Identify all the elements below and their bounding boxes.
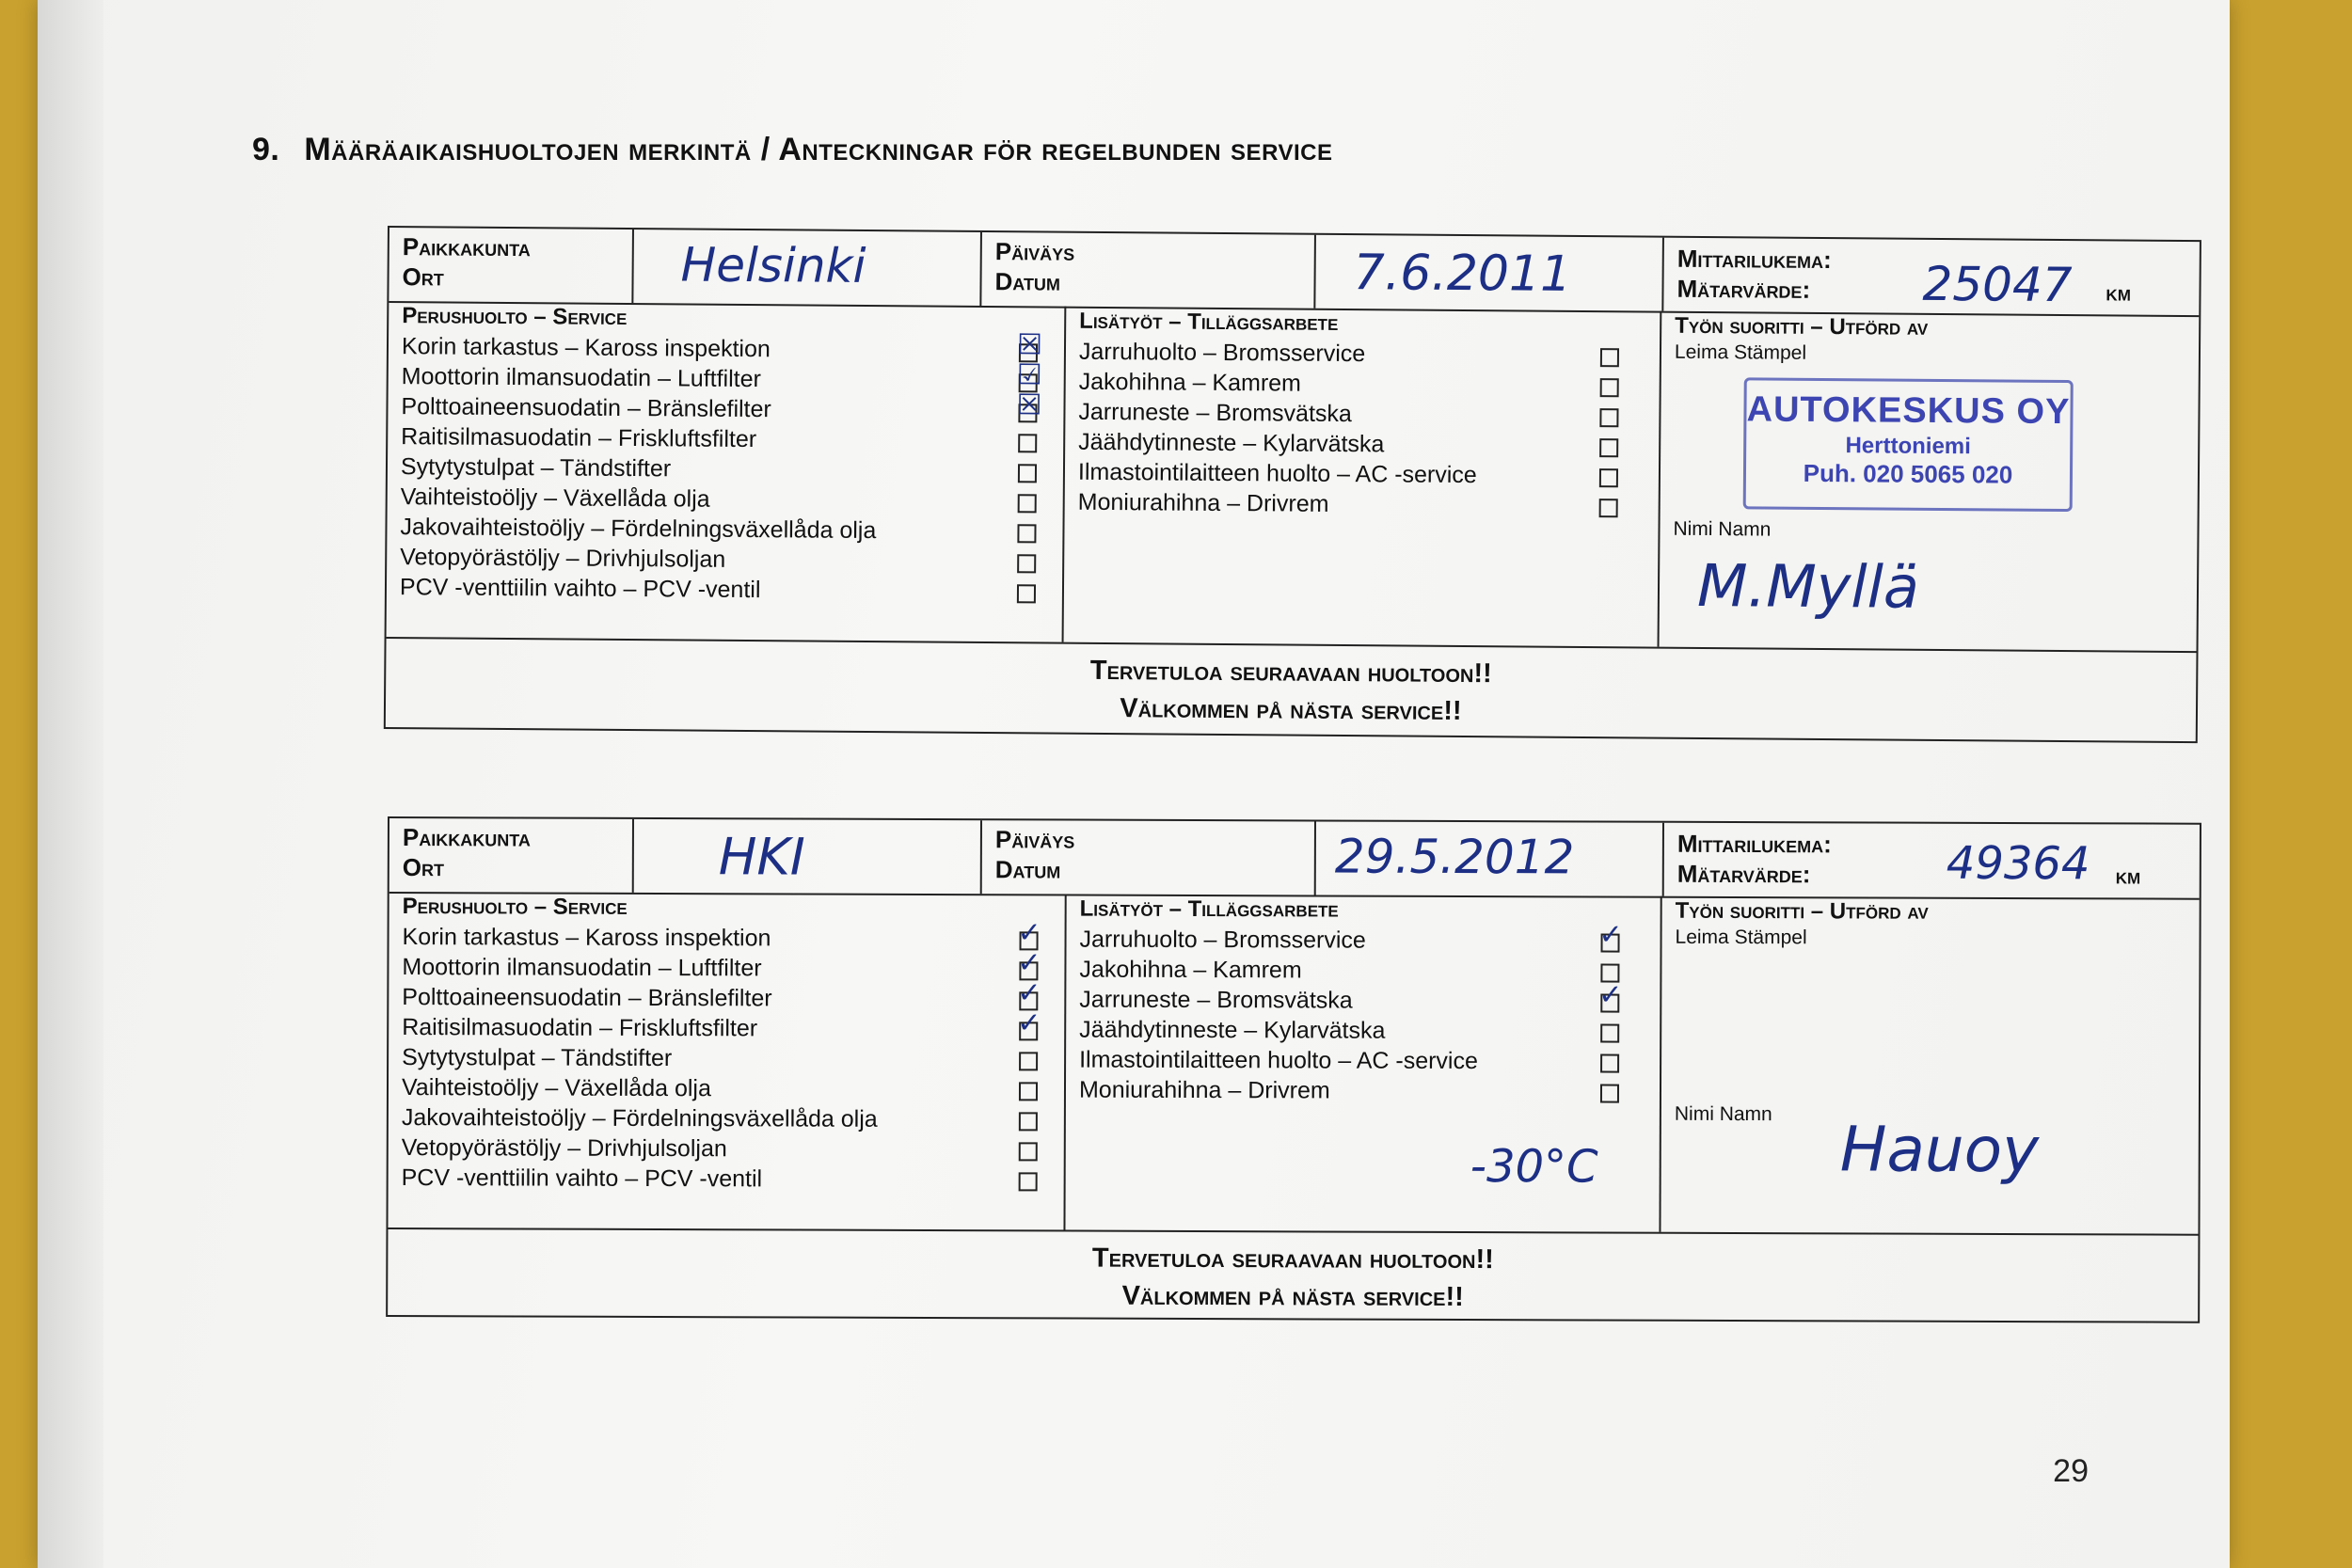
place-value-cell <box>634 819 982 894</box>
checkbox[interactable] <box>1599 408 1618 427</box>
odometer-value: 25047 <box>1922 256 2073 313</box>
item-label: Jakovaihteistoöljy – Fördelningsväxellåda olja <box>401 1104 878 1132</box>
service-entry-2 <box>386 816 2201 1323</box>
extra-work-item <box>1065 427 1659 462</box>
odometer-cell <box>1663 238 2201 315</box>
section-title: Määräaikaishuoltojen merkintä / Anteckningar för regelbunden service <box>304 132 1333 167</box>
item-label: Polttoaineensuodatin – Bränslefilter <box>401 393 771 423</box>
basic-service-column <box>387 301 1067 642</box>
basic-service-item <box>387 572 1062 608</box>
performed-by-title: Työn suoritti – Utförd av <box>1675 312 1929 341</box>
service-entry-1 <box>384 226 2201 743</box>
checkbox[interactable] <box>1019 1172 1038 1191</box>
checkbox[interactable] <box>1599 438 1618 457</box>
date-label-cell <box>981 232 1316 309</box>
check-mark: ✓ <box>1017 917 1041 949</box>
date-label-sv: Datum <box>994 855 1061 884</box>
item-label: Sytytystulpat – Tändstifter <box>400 453 672 483</box>
extra-work-item <box>1066 1045 1660 1077</box>
item-label: Vaihteistoöljy – Växellåda olja <box>400 483 710 513</box>
service-book-page <box>38 0 2230 1568</box>
check-mark: ☑ <box>1016 359 1042 391</box>
checkbox[interactable] <box>1600 1085 1619 1103</box>
extra-work-column <box>1064 307 1662 647</box>
odometer-cell <box>1664 823 2201 898</box>
stamp-line-1: AUTOKESKUS OY <box>1746 389 2071 433</box>
place-value-cell <box>633 230 982 306</box>
item-label: Vaihteistoöljy – Växellåda olja <box>401 1074 711 1102</box>
basic-service-column <box>388 892 1066 1230</box>
welcome-row <box>388 1227 2198 1328</box>
item-label: Sytytystulpat – Tändstifter <box>402 1044 673 1072</box>
basic-service-item <box>389 917 1064 955</box>
item-label: Jarruhuolto – Bromsservice <box>1079 926 1366 954</box>
signature: M.Myllä <box>1696 550 1920 622</box>
item-label: PCV -venttiilin vaihto – PCV -ventil <box>401 1164 763 1193</box>
welcome-sv: Välkommen på nästa service!! <box>1121 1280 1464 1312</box>
item-label: Jäähdytinneste – Kylarvätska <box>1079 1016 1386 1044</box>
basic-service-item <box>389 1042 1064 1075</box>
extra-work-item <box>1066 1015 1660 1047</box>
performed-by-column <box>1660 311 2203 652</box>
checkbox[interactable] <box>1017 584 1036 603</box>
date-value: 29.5.2012 <box>1334 829 1575 885</box>
item-label: Jarruhuolto – Bromsservice <box>1078 338 1366 368</box>
extra-work-item <box>1066 1075 1660 1107</box>
item-label: Jakovaihteistoöljy – Fördelningsväxellåda olja <box>400 514 877 545</box>
check-mark: ✓ <box>1017 1007 1041 1039</box>
item-label: Polttoaineensuodatin – Bränslefilter <box>402 984 772 1012</box>
basic-service-item <box>389 1102 1064 1135</box>
checkbox[interactable] <box>1019 1142 1038 1161</box>
checkbox[interactable] <box>1600 1024 1619 1043</box>
checkbox[interactable] <box>1598 919 1623 953</box>
extra-work-list <box>1066 919 1661 1107</box>
place-label-cell <box>389 818 634 893</box>
basic-service-item <box>389 977 1064 1015</box>
welcome-sv: Välkommen på nästa service!! <box>1120 693 1462 726</box>
date-label-fi: Päiväys <box>994 237 1075 266</box>
extra-work-item <box>1066 337 1660 372</box>
extra-work-title: Lisätyöt – Tilläggsarbete <box>1079 895 1339 923</box>
item-label: Moniurahihna – Drivrem <box>1077 488 1329 517</box>
item-label: Moottorin ilmansuodatin – Luftfilter <box>401 363 761 393</box>
item-label: Ilmastointilaitteen huolto – AC -service <box>1077 458 1477 489</box>
stamp-line-3: Puh. 020 5065 020 <box>1803 458 2013 489</box>
checkbox[interactable] <box>1600 378 1619 397</box>
signature: Hauoy <box>1839 1113 2040 1187</box>
basic-service-item <box>389 1072 1064 1105</box>
check-mark: ✓ <box>1017 977 1041 1009</box>
item-label: Jakohihna – Kamrem <box>1078 368 1302 397</box>
place-label-fi: Paikkakunta <box>402 823 531 852</box>
place-label-sv: Ort <box>402 262 444 292</box>
checkbox[interactable] <box>1599 499 1618 517</box>
basic-service-item <box>389 1007 1064 1045</box>
section-heading <box>252 132 1332 168</box>
item-label: Moottorin ilmansuodatin – Luftfilter <box>402 954 762 982</box>
stamp-label: Leima Stämpel <box>1674 341 1807 364</box>
item-label: Vetopyörästöljy – Drivhjulsoljan <box>401 1134 727 1163</box>
odometer-label-sv: Mätarvärde: <box>1677 859 1811 889</box>
item-label: Ilmastointilaitteen huolto – AC -service <box>1079 1046 1478 1075</box>
welcome-fi: Tervetuloa seuraavaan huoltoon!! <box>1091 1243 1494 1275</box>
checkbox[interactable] <box>1017 1007 1041 1040</box>
item-label: Jakohihna – Kamrem <box>1079 956 1302 984</box>
section-number: 9. <box>252 132 280 167</box>
item-label: Moniurahihna – Drivrem <box>1078 1076 1330 1104</box>
checkbox[interactable] <box>1017 554 1036 573</box>
checkbox[interactable] <box>1019 1112 1038 1131</box>
check-mark: ✓ <box>1598 979 1623 1011</box>
place-value: Helsinki <box>680 237 866 293</box>
item-label: Jäähdytinneste – Kylarvätska <box>1078 428 1385 458</box>
odometer-label-fi: Mittarilukema: <box>1677 829 1832 859</box>
welcome-row <box>386 637 2197 745</box>
basic-service-item <box>389 1132 1064 1165</box>
checkbox[interactable] <box>1600 348 1619 367</box>
facing-page-edge <box>38 0 103 1568</box>
performed-by-title: Työn suoritti – Utförd av <box>1675 897 1929 925</box>
date-value: 7.6.2011 <box>1353 245 1572 303</box>
stamp-label: Leima Stämpel <box>1675 926 1807 949</box>
basic-service-item <box>389 1163 1064 1196</box>
checkbox[interactable] <box>1016 389 1042 422</box>
extra-work-list <box>1065 337 1660 522</box>
performed-by-column <box>1661 896 2202 1234</box>
item-label: PCV -venttiilin vaihto – PCV -ventil <box>399 574 761 604</box>
name-label: Nimi Namn <box>1674 1102 1772 1126</box>
item-label: Korin tarkastus – Kaross inspektion <box>402 924 771 952</box>
checkbox[interactable] <box>1017 524 1036 543</box>
check-mark: ☒ <box>1016 389 1042 421</box>
date-label-sv: Datum <box>994 267 1061 296</box>
item-label: Raitisilmasuodatin – Friskluftsfilter <box>401 423 757 453</box>
basic-service-item <box>389 947 1064 985</box>
odometer-label-fi: Mittarilukema: <box>1677 244 1832 275</box>
stamp-line-2: Herttoniemi <box>1845 433 1971 460</box>
date-value-cell <box>1316 821 1664 895</box>
basic-service-list <box>387 331 1064 608</box>
item-label: Vetopyörästöljy – Drivhjulsoljan <box>400 544 726 573</box>
basic-service-title: Perushuolto – Service <box>402 894 628 920</box>
welcome-fi: Tervetuloa seuraavaan huoltoon!! <box>1089 655 1492 689</box>
checkbox[interactable] <box>1600 1054 1619 1073</box>
extra-work-item <box>1066 955 1660 987</box>
extra-work-title: Lisätyöt – Tilläggsarbete <box>1079 308 1339 336</box>
basic-service-list <box>389 917 1065 1196</box>
page-number: 29 <box>2053 1453 2089 1489</box>
km-unit: km <box>2115 863 2141 890</box>
place-label-sv: Ort <box>402 853 445 882</box>
item-label: Jarruneste – Bromsvätska <box>1078 398 1352 428</box>
place-label-cell <box>389 228 634 303</box>
workshop-stamp <box>1743 377 2074 512</box>
km-unit: km <box>2106 280 2132 307</box>
extra-work-item <box>1066 979 1660 1017</box>
date-value-cell <box>1315 235 1664 311</box>
check-mark: ☒ <box>1016 329 1043 361</box>
item-label: Korin tarkastus – Kaross inspektion <box>401 333 771 363</box>
extra-work-item <box>1065 487 1659 522</box>
odometer-value: 49364 <box>1946 836 2090 891</box>
odometer-label-sv: Mätarvärde: <box>1677 274 1811 304</box>
date-label-cell <box>982 820 1316 895</box>
checkbox[interactable] <box>1599 468 1618 487</box>
checkbox[interactable] <box>1019 1082 1038 1101</box>
extra-work-item <box>1065 457 1659 492</box>
extra-work-item <box>1066 919 1660 957</box>
item-label: Jarruneste – Bromsvätska <box>1079 986 1353 1014</box>
entry-header-row <box>389 818 2200 900</box>
checkbox[interactable] <box>1018 434 1037 452</box>
checkbox[interactable] <box>1019 1052 1038 1070</box>
item-label: Raitisilmasuodatin – Friskluftsfilter <box>402 1014 758 1042</box>
basic-service-title: Perushuolto – Service <box>402 303 628 331</box>
checkbox[interactable] <box>1018 464 1037 483</box>
extra-work-item <box>1065 397 1659 432</box>
place-label-fi: Paikkakunta <box>402 232 531 262</box>
check-mark: ✓ <box>1598 919 1623 951</box>
check-mark: ✓ <box>1017 947 1041 979</box>
name-label: Nimi Namn <box>1673 517 1772 541</box>
temperature-note: -30°C <box>1470 1140 1598 1194</box>
extra-work-column <box>1065 895 1661 1232</box>
date-label-fi: Päiväys <box>994 825 1075 854</box>
extra-work-item <box>1066 367 1660 402</box>
checkbox[interactable] <box>1598 979 1623 1013</box>
place-value: HKI <box>718 827 805 887</box>
checkbox[interactable] <box>1018 494 1037 513</box>
